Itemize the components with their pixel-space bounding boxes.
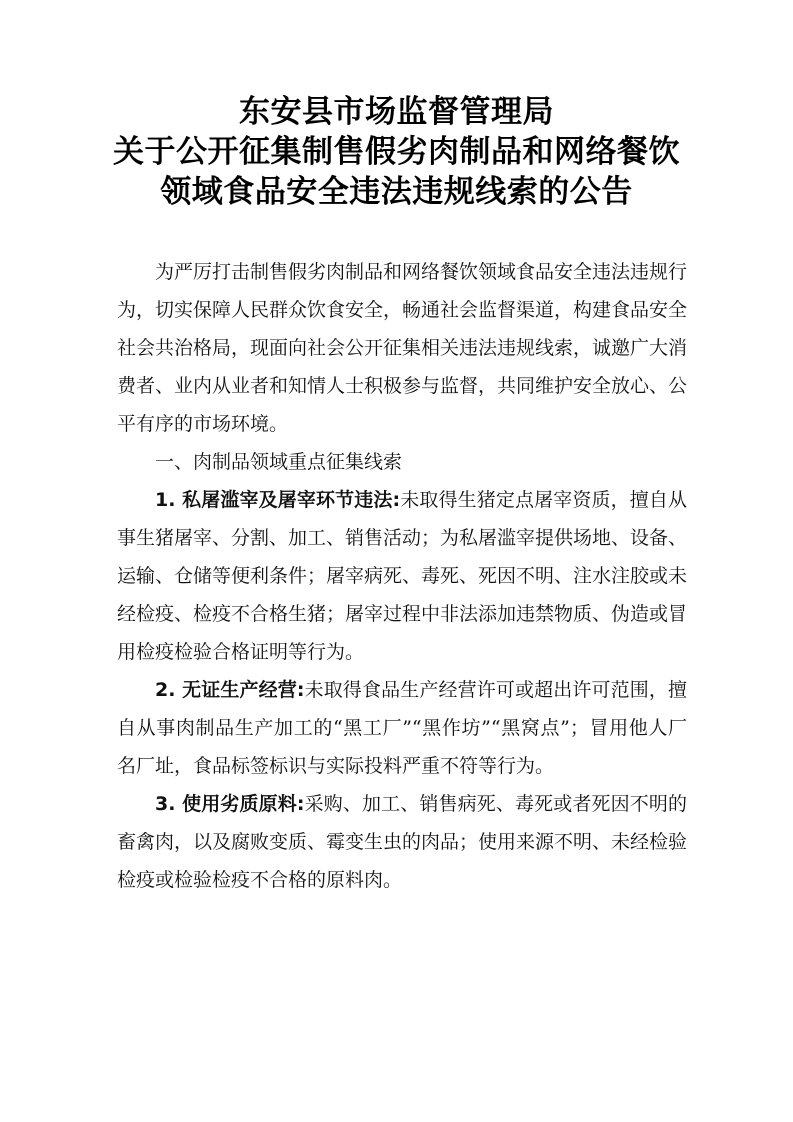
section-heading: 一、肉制品领域重点征集线索	[155, 451, 403, 473]
clue-item-1	[117, 481, 687, 671]
clue-item-3-label: 3. 使用劣质原料:	[155, 793, 305, 815]
clue-item-2-text: 未取得食品生产经营许可或超出许可范围，擅自从事肉制品生产加工的“黑工厂”“黑作坊”“黑窝点”；冒用他人厂名厂址，食品标签标识与实际投料严重不符等行为。	[117, 679, 687, 777]
title-line-3: 领域食品安全违法违规线索的公告	[160, 174, 633, 210]
title-line-1: 东安县市场监督管理局	[239, 94, 554, 130]
clue-item-2	[117, 671, 687, 785]
clue-item-2-label: 2. 无证生产经营:	[155, 679, 305, 701]
clue-item-3	[117, 785, 687, 899]
clue-item-1-text: 未取得生猪定点屠宰资质，擅自从事生猪屠宰、分割、加工、销售活动；为私屠滥宰提供场地、设备、运输、仓储等便利条件；屠宰病死、毒死、死因不明、注水注胶或未经检疫、检疫不合格生猪；屠宰过程中非法添加违禁物质、伪造或冒用检疫检验合格证明等行为。	[117, 489, 688, 663]
intro-paragraph: 为严厉打击制售假劣肉制品和网络餐饮领域食品安全违法违规行为，切实保障人民群众饮食安全，畅通社会监督渠道，构建食品安全社会共治格局，现面向社会公开征集相关违法违规线索，诚邀广大消费者、业内从业者和知情人士积极参与监督，共同维护安全放心、公平有序的市场环境。	[117, 261, 688, 435]
clue-item-3-text: 采购、加工、销售病死、毒死或者死因不明的畜禽肉，以及腐败变质、霉变生虫的肉品；使用来源不明、未经检验检疫或检验检疫不合格的原料肉。	[117, 793, 688, 891]
clue-item-1-label: 1. 私屠滥宰及屠宰环节违法:	[155, 489, 401, 511]
title-line-2: 关于公开征集制售假劣肉制品和网络餐饮	[113, 134, 680, 170]
document-title	[0, 92, 793, 212]
document-body	[117, 253, 687, 899]
